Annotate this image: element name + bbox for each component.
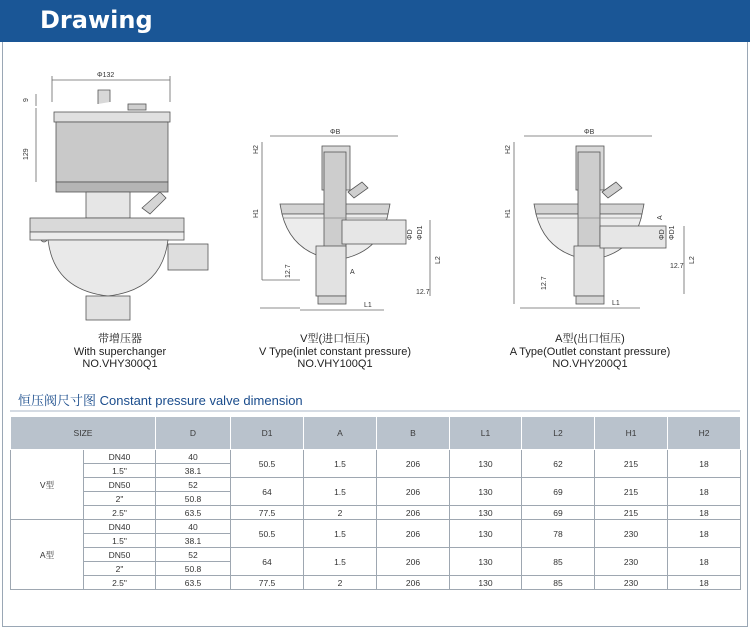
value-cell: 18 — [668, 450, 741, 478]
value-cell: 130 — [450, 520, 522, 548]
value-cell: 85 — [522, 576, 595, 590]
caption-model: NO.VHY300Q1 — [82, 358, 158, 370]
caption-v-type — [240, 333, 430, 371]
d-cell: 63.5 — [156, 576, 231, 590]
value-cell: 1.5 — [304, 478, 377, 506]
value-cell: 64 — [231, 548, 304, 576]
value-cell: 206 — [377, 450, 450, 478]
header-cell: D1 — [231, 417, 304, 450]
size-cell: 1.5" — [84, 534, 156, 548]
label-h1: H1 — [253, 209, 260, 218]
size-cell: DN40 — [84, 450, 156, 464]
size-cell: 2.5" — [84, 506, 156, 520]
value-cell: 206 — [377, 576, 450, 590]
header-cell: H2 — [668, 417, 741, 450]
caption-en: With superchanger — [73, 345, 167, 358]
header-cell: B — [377, 417, 450, 450]
value-cell: 2 — [304, 576, 377, 590]
caption-cn: 带增压器 — [98, 333, 142, 345]
label-l2: L2 — [689, 256, 696, 264]
d-cell: 40 — [156, 520, 231, 534]
value-cell: 2 — [304, 506, 377, 520]
value-cell: 18 — [668, 548, 741, 576]
table-row — [11, 520, 741, 534]
value-cell: 1.5 — [304, 520, 377, 548]
caption-en: V Type(inlet constant pressure) — [258, 345, 412, 358]
caption-cn: A型(出口恒压) — [555, 333, 625, 345]
d-cell: 50.8 — [156, 562, 231, 576]
caption-cn: V型(进口恒压) — [300, 333, 370, 345]
page-title: Drawing — [40, 6, 153, 34]
dimension-table — [10, 416, 741, 590]
value-cell: 130 — [450, 576, 522, 590]
label-h1: H1 — [505, 209, 512, 218]
size-cell: 1.5" — [84, 464, 156, 478]
table-row — [11, 506, 741, 520]
label-h2: H2 — [253, 145, 260, 154]
value-cell: 18 — [668, 506, 741, 520]
drawing-v-type — [253, 129, 442, 310]
size-cell: 2" — [84, 492, 156, 506]
label-phi-b: ΦB — [330, 129, 341, 136]
value-cell: 206 — [377, 506, 450, 520]
d-cell: 63.5 — [156, 506, 231, 520]
value-cell: 206 — [377, 520, 450, 548]
caption-model: NO.VHY200Q1 — [552, 358, 628, 370]
value-cell: 69 — [522, 478, 595, 506]
label-h-top: 9 — [23, 98, 30, 102]
label-d1: ΦD1 — [417, 225, 424, 240]
value-cell: 130 — [450, 450, 522, 478]
type-cell: A型 — [11, 520, 84, 590]
table-row — [11, 576, 741, 590]
label-l1: L1 — [364, 302, 372, 309]
header-cell: SIZE — [11, 417, 156, 450]
value-cell: 18 — [668, 520, 741, 548]
table-header-row — [11, 417, 741, 450]
label-phi-b: ΦB — [584, 129, 595, 136]
size-cell: DN50 — [84, 478, 156, 492]
label-h-body: 129 — [23, 148, 30, 160]
value-cell: 130 — [450, 506, 522, 520]
d-cell: 52 — [156, 478, 231, 492]
label-d1: ΦD1 — [669, 225, 676, 240]
page-header — [0, 0, 750, 42]
value-cell: 18 — [668, 478, 741, 506]
label-l2: L2 — [435, 256, 442, 264]
value-cell: 50.5 — [231, 450, 304, 478]
value-cell: 130 — [450, 548, 522, 576]
size-cell: DN50 — [84, 548, 156, 562]
header-cell: A — [304, 417, 377, 450]
value-cell: 230 — [595, 520, 668, 548]
size-cell: 2" — [84, 562, 156, 576]
label-t2: 12.7 — [416, 289, 430, 296]
d-cell: 50.8 — [156, 492, 231, 506]
size-cell: DN40 — [84, 520, 156, 534]
value-cell: 206 — [377, 548, 450, 576]
section-title: 恒压阀尺寸图 Constant pressure valve dimension — [18, 393, 303, 408]
label-d: ΦD — [407, 229, 414, 240]
caption-en: A Type(Outlet constant pressure) — [509, 345, 671, 358]
value-cell: 69 — [522, 506, 595, 520]
value-cell: 230 — [595, 548, 668, 576]
caption-a-type — [490, 333, 690, 371]
size-cell: 2.5" — [84, 576, 156, 590]
caption-model: NO.VHY100Q1 — [297, 358, 373, 370]
value-cell: 1.5 — [304, 548, 377, 576]
type-cell: V型 — [11, 450, 84, 520]
label-a: A — [350, 269, 355, 276]
value-cell: 50.5 — [231, 520, 304, 548]
drawing-superchanger — [23, 72, 208, 320]
table-row — [11, 548, 741, 562]
value-cell: 230 — [595, 576, 668, 590]
value-cell: 85 — [522, 548, 595, 576]
value-cell: 1.5 — [304, 450, 377, 478]
d-cell: 38.1 — [156, 464, 231, 478]
table-row — [11, 450, 741, 464]
value-cell: 64 — [231, 478, 304, 506]
value-cell: 18 — [668, 576, 741, 590]
d-cell: 38.1 — [156, 534, 231, 548]
value-cell: 215 — [595, 450, 668, 478]
value-cell: 206 — [377, 478, 450, 506]
d-cell: 40 — [156, 450, 231, 464]
label-h2: H2 — [505, 145, 512, 154]
header-cell: L2 — [522, 417, 595, 450]
header-cell: H1 — [595, 417, 668, 450]
value-cell: 77.5 — [231, 506, 304, 520]
drawings-panel — [0, 42, 750, 382]
label-d: ΦD — [659, 229, 666, 240]
caption-superchanger — [40, 333, 200, 371]
section-divider — [10, 410, 740, 412]
label-t2: 12.7 — [670, 263, 684, 270]
value-cell: 215 — [595, 478, 668, 506]
header-cell: D — [156, 417, 231, 450]
value-cell: 215 — [595, 506, 668, 520]
value-cell: 77.5 — [231, 576, 304, 590]
label-phi-b: Φ132 — [97, 72, 115, 79]
table-row — [11, 478, 741, 492]
label-a: A — [657, 215, 664, 220]
value-cell: 130 — [450, 478, 522, 506]
drawing-a-type — [505, 129, 696, 308]
label-l1: L1 — [612, 300, 620, 307]
value-cell: 78 — [522, 520, 595, 548]
label-t1: 12.7 — [285, 264, 292, 278]
value-cell: 62 — [522, 450, 595, 478]
header-cell: L1 — [450, 417, 522, 450]
d-cell: 52 — [156, 548, 231, 562]
label-t1: 12.7 — [541, 276, 548, 290]
